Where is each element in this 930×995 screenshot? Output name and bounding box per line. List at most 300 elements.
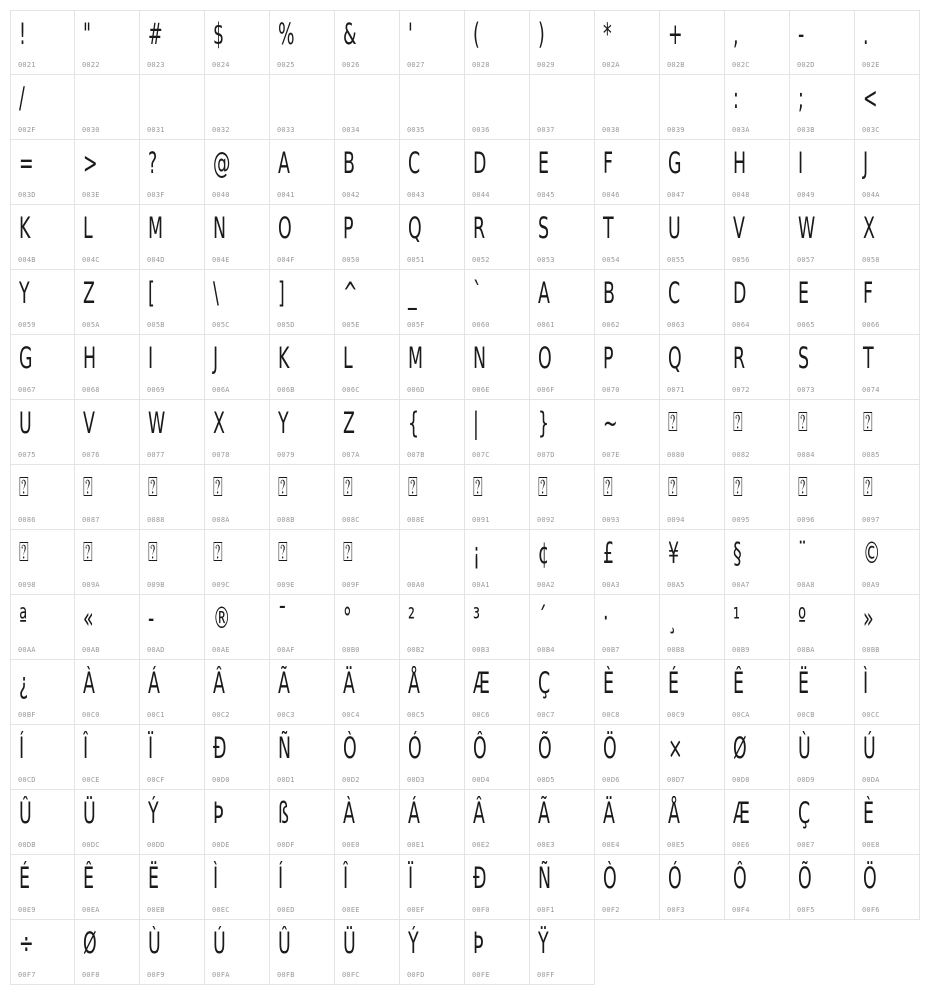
glyph-code: 00CC [862,711,880,719]
glyph-char: Ñ [278,731,292,765]
glyph-code: 0022 [82,61,100,69]
glyph-char: Í [278,861,284,895]
glyph-char: Ä [343,666,355,700]
glyph-char: Î [343,861,349,895]
glyph-code: 003B [797,126,815,134]
glyph-code: 005D [277,321,295,329]
glyph-char: Ö [863,861,877,895]
glyph-code: 00B2 [407,646,425,654]
glyph-char: Ê [733,666,744,700]
glyph-code: 0068 [82,386,100,394]
glyph-cell [205,205,270,270]
glyph-cell [660,10,725,75]
glyph-char: C [408,146,421,180]
glyph-code: 00E3 [537,841,555,849]
glyph-code: 0053 [537,256,555,264]
glyph-cell [465,465,530,530]
glyph-code: 00ED [277,906,295,914]
glyph-char: À [83,666,95,700]
glyph-char: ¿ [19,666,29,700]
glyph-cell [595,465,660,530]
glyph-char: ´ [538,601,547,635]
glyph-cell [10,140,75,205]
glyph-code: 0072 [732,386,750,394]
glyph-char: ⍰ [83,537,93,568]
glyph-cell [270,725,335,790]
glyph-code: 0076 [82,451,100,459]
glyph-code: 00D3 [407,776,425,784]
glyph-cell [660,530,725,595]
glyph-code: 006A [212,386,230,394]
glyph-code: 00E1 [407,841,425,849]
glyph-cell [75,140,140,205]
glyph-char: Á [148,666,160,700]
glyph-code: 002A [602,61,620,69]
glyph-cell [660,855,725,920]
glyph-code: 008A [212,516,230,524]
glyph-cell [205,790,270,855]
glyph-cell [140,855,205,920]
glyph-char: # [148,17,163,51]
glyph-char: ß [278,796,289,830]
glyph-char: ⍰ [538,472,548,503]
glyph-code: 007A [342,451,360,459]
glyph-cell [660,465,725,530]
glyph-char: ⍰ [148,537,158,568]
glyph-cell [790,400,855,465]
glyph-code: 0066 [862,321,880,329]
glyph-cell [335,400,400,465]
glyph-cell [790,465,855,530]
glyph-code: 009B [147,581,165,589]
glyph-cell [725,140,790,205]
glyph-char: M [148,211,164,245]
glyph-cell [10,270,75,335]
glyph-code: 0021 [18,61,36,69]
glyph-code: 00BB [862,646,880,654]
glyph-cell [595,855,660,920]
glyph-code: 00E9 [18,906,36,914]
glyph-char: T [863,341,874,375]
glyph-code: 00B0 [342,646,360,654]
glyph-char: Q [408,211,422,245]
glyph-char: ) [538,17,545,51]
glyph-cell [725,335,790,400]
glyph-code: 006E [472,386,490,394]
glyph-char: U [19,406,32,440]
glyph-code: 00F8 [82,971,100,979]
glyph-code: 00C4 [342,711,360,719]
glyph-code: 00A3 [602,581,620,589]
glyph-cell [530,400,595,465]
glyph-code: 0060 [472,321,490,329]
glyph-char: T [603,211,614,245]
glyph-code: 002E [862,61,880,69]
glyph-code: 00DD [147,841,165,849]
glyph-cell [530,270,595,335]
glyph-code: 00F1 [537,906,555,914]
glyph-cell [400,335,465,400]
glyph-code: 003C [862,126,880,134]
glyph-cell [10,75,75,140]
glyph-code: 0024 [212,61,230,69]
glyph-cell [270,10,335,75]
glyph-code: 009C [212,581,230,589]
glyph-code: 0038 [602,126,620,134]
glyph-char: ~ [603,406,618,440]
glyph-char: Ø [733,731,747,765]
glyph-cell [140,75,205,140]
glyph-char: Z [343,406,355,440]
glyph-code: 00EA [82,906,100,914]
glyph-code: 0032 [212,126,230,134]
glyph-char: Ô [733,861,747,895]
glyph-cell [530,10,595,75]
glyph-code: 0027 [407,61,425,69]
glyph-cell [400,75,465,140]
glyph-char: Û [19,796,32,830]
glyph-cell [270,920,335,985]
glyph-code: 00E7 [797,841,815,849]
glyph-code: 00F3 [667,906,685,914]
glyph-cell [660,140,725,205]
glyph-char: Ñ [538,861,552,895]
glyph-code: 00E6 [732,841,750,849]
glyph-cell [140,530,205,595]
glyph-cell [790,725,855,790]
glyph-char: , [733,17,739,51]
glyph-code: 00FD [407,971,425,979]
glyph-code: 002B [667,61,685,69]
glyph-char: P [603,341,614,375]
glyph-cell [335,855,400,920]
glyph-char: Õ [798,861,812,895]
glyph-cell [270,140,335,205]
glyph-char: ⍰ [408,472,418,503]
glyph-code: 0091 [472,516,490,524]
glyph-char: É [19,861,30,895]
glyph-cell [140,725,205,790]
glyph-code: 0062 [602,321,620,329]
glyph-char: M [408,341,424,375]
glyph-cell [75,725,140,790]
glyph-code: 0023 [147,61,165,69]
glyph-char: ] [278,276,285,310]
glyph-code: 00F9 [147,971,165,979]
glyph-cell [335,465,400,530]
glyph-code: 0037 [537,126,555,134]
glyph-char: Ò [603,861,617,895]
glyph-cell [270,595,335,660]
glyph-char: * [603,17,612,51]
glyph-char: Ì [863,666,869,700]
glyph-char: J [863,146,869,180]
glyph-cell [335,205,400,270]
glyph-char: . [863,17,869,51]
glyph-code: 00DB [18,841,36,849]
glyph-cell [75,270,140,335]
glyph-code: 00AF [277,646,295,654]
glyph-cell [270,335,335,400]
glyph-char: A [538,276,550,310]
glyph-code: 00EE [342,906,360,914]
glyph-cell [855,595,920,660]
glyph-code: 00D9 [797,776,815,784]
glyph-code: 00C3 [277,711,295,719]
glyph-char: \ [213,276,219,310]
glyph-char: Õ [538,731,552,765]
glyph-code: 00A0 [407,581,425,589]
glyph-cell [335,790,400,855]
glyph-char: ⍰ [798,407,808,438]
glyph-code: 00AA [18,646,36,654]
glyph-char: Z [83,276,95,310]
glyph-char: ⍰ [213,537,223,568]
glyph-char: º [798,601,807,635]
glyph-cell [725,270,790,335]
glyph-code: 00CE [82,776,100,784]
glyph-char: O [538,341,552,375]
glyph-char: × [668,731,683,765]
glyph-char: G [19,341,33,375]
glyph-code: 00AB [82,646,100,654]
glyph-char: D [473,146,487,180]
glyph-cell [270,270,335,335]
glyph-cell [725,595,790,660]
glyph-cell [660,400,725,465]
glyph-cell [335,595,400,660]
glyph-char: Ú [863,731,876,765]
glyph-code: 00D1 [277,776,295,784]
glyph-code: 00FB [277,971,295,979]
glyph-code: 00A5 [667,581,685,589]
glyph-cell [400,205,465,270]
glyph-cell [335,10,400,75]
glyph-code: 0039 [667,126,685,134]
glyph-char: K [278,341,290,375]
glyph-char: J [213,341,219,375]
glyph-code: 00DA [862,776,880,784]
glyph-char: Q [668,341,682,375]
glyph-char: « [83,601,94,635]
glyph-cell [465,725,530,790]
glyph-char: $ [213,17,225,51]
glyph-cell [10,725,75,790]
glyph-char: ¹ [733,601,740,635]
glyph-code: 004D [147,256,165,264]
glyph-code: 00C5 [407,711,425,719]
glyph-char: ! [19,17,26,51]
glyph-cell [725,660,790,725]
glyph-cell [400,855,465,920]
glyph-cell [335,270,400,335]
glyph-cell [10,335,75,400]
glyph-code: 003D [18,191,36,199]
glyph-code: 0093 [602,516,620,524]
glyph-code: 00DC [82,841,100,849]
glyph-char: Þ [473,926,484,960]
glyph-code: 00CB [797,711,815,719]
glyph-cell [10,660,75,725]
glyph-char: ª [19,601,28,635]
glyph-code: 0026 [342,61,360,69]
glyph-char: E [538,146,549,180]
glyph-code: 00FF [537,971,555,979]
glyph-cell [465,920,530,985]
glyph-code: 00C9 [667,711,685,719]
glyph-char: W [798,211,816,245]
glyph-char: ⍰ [603,472,613,503]
glyph-code: 0044 [472,191,490,199]
glyph-code: 00DF [277,841,295,849]
glyph-char: Å [408,666,420,700]
glyph-char: N [473,341,487,375]
glyph-code: 00EF [407,906,425,914]
glyph-code: 0055 [667,256,685,264]
glyph-code: 008E [407,516,425,524]
glyph-code: 0097 [862,516,880,524]
glyph-code: 009A [82,581,100,589]
glyph-char: [ [148,276,155,310]
glyph-code: 0074 [862,386,880,394]
glyph-char: Ì [213,861,219,895]
glyph-code: 0098 [18,581,36,589]
glyph-cell [400,400,465,465]
glyph-code: 00EC [212,906,230,914]
glyph-code: 0029 [537,61,555,69]
glyph-code: 0078 [212,451,230,459]
glyph-cell [855,140,920,205]
glyph-cell [530,790,595,855]
glyph-code: 00F7 [18,971,36,979]
glyph-code: 0041 [277,191,295,199]
glyph-code: 00E8 [862,841,880,849]
glyph-cell [530,660,595,725]
glyph-char: I [798,146,804,180]
glyph-cell [855,465,920,530]
glyph-cell [140,205,205,270]
glyph-char: È [863,796,874,830]
glyph-cell [725,725,790,790]
glyph-char: I [148,341,154,375]
glyph-cell [855,75,920,140]
glyph-char: L [343,341,353,375]
glyph-char: O [278,211,292,245]
glyph-char: Y [19,276,30,310]
glyph-char: Ü [83,796,96,830]
glyph-char: " [83,17,92,51]
glyph-code: 0061 [537,321,555,329]
glyph-char: P [343,211,354,245]
glyph-cell [335,530,400,595]
glyph-char: ⍰ [278,537,288,568]
glyph-cell [595,790,660,855]
glyph-cell [10,465,75,530]
glyph-code: 00D5 [537,776,555,784]
glyph-cell [75,855,140,920]
glyph-char: = [19,146,34,180]
glyph-char: ¢ [538,536,550,570]
glyph-cell [335,660,400,725]
glyph-cell [855,205,920,270]
glyph-code: 0069 [147,386,165,394]
glyph-code: 0086 [18,516,36,524]
glyph-code: 0047 [667,191,685,199]
glyph-code: 002F [18,126,36,134]
glyph-cell [465,75,530,140]
glyph-code: 0051 [407,256,425,264]
glyph-cell [205,75,270,140]
glyph-cell [75,465,140,530]
glyph-cell [140,270,205,335]
glyph-code: 004F [277,256,295,264]
glyph-char: & [343,17,357,51]
glyph-code: 00E0 [342,841,360,849]
glyph-cell [75,595,140,660]
glyph-code: 00FC [342,971,360,979]
glyph-code: 0050 [342,256,360,264]
glyph-code: 0058 [862,256,880,264]
glyph-code: 00C0 [82,711,100,719]
glyph-char: Ó [668,861,682,895]
glyph-char: ⍰ [278,472,288,503]
glyph-cell [530,855,595,920]
glyph-cell [465,270,530,335]
glyph-cell [465,400,530,465]
glyph-char: Ù [148,926,161,960]
glyph-cell [595,270,660,335]
glyph-char: / [19,81,25,115]
glyph-cell [335,75,400,140]
glyph-char: Ã [278,666,290,700]
glyph-code: 00C7 [537,711,555,719]
glyph-code: 0071 [667,386,685,394]
glyph-char: Ò [343,731,357,765]
glyph-cell [595,140,660,205]
glyph-cell [140,335,205,400]
glyph-cell [595,205,660,270]
glyph-char: À [343,796,355,830]
glyph-char: § [733,536,742,570]
glyph-code: 003F [147,191,165,199]
glyph-code: 0092 [537,516,555,524]
glyph-code: 0031 [147,126,165,134]
glyph-char: K [19,211,31,245]
glyph-char: ¯ [278,601,287,635]
glyph-cell [75,400,140,465]
glyph-char: Å [668,796,680,830]
glyph-cell [205,270,270,335]
glyph-code: 00F4 [732,906,750,914]
glyph-cell [400,10,465,75]
glyph-code: 00F0 [472,906,490,914]
glyph-code: 00D6 [602,776,620,784]
glyph-cell [725,75,790,140]
glyph-code: 009E [277,581,295,589]
glyph-code: 00F5 [797,906,815,914]
glyph-cell [595,75,660,140]
glyph-char: Ï [148,731,154,765]
glyph-code: 00A2 [537,581,555,589]
glyph-cell [400,140,465,205]
glyph-char: ⍰ [798,472,808,503]
glyph-char: Ê [83,861,94,895]
glyph-code: 002C [732,61,750,69]
glyph-char: ⍰ [19,537,29,568]
glyph-cell [140,920,205,985]
glyph-cell [140,140,205,205]
glyph-char: ⍰ [343,537,353,568]
